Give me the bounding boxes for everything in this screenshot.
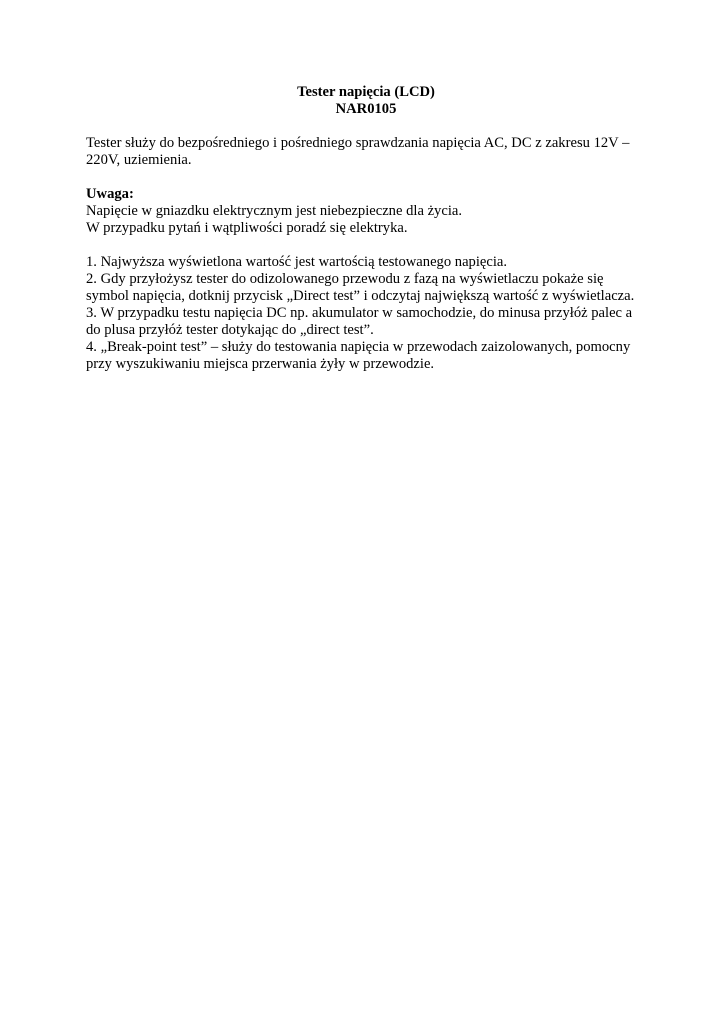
spacer [86, 169, 646, 186]
instructions-list [86, 254, 646, 373]
title-block [86, 84, 646, 118]
intro-paragraph [86, 135, 646, 169]
document-title: Tester napięcia (LCD) [297, 84, 435, 100]
instruction-line: 4. „Break-point test” – służy do testowania napięcia w przewodach zaizolowanych, pomocny [86, 339, 631, 355]
intro-line: Tester służy do bezpośredniego i pośredniego sprawdzania napięcia AC, DC z zakresu 12V – [86, 135, 630, 151]
spacer [86, 237, 646, 254]
instruction-line: 1. Najwyższa wyświetlona wartość jest wartością testowanego napięcia. [86, 254, 508, 270]
document-content [86, 84, 646, 373]
instruction-line: 3. W przypadku testu napięcia DC np. akumulator w samochodzie, do minusa przyłóż palec a [86, 305, 633, 321]
warning-line: W przypadku pytań i wątpliwości poradź się elektryka. [86, 220, 408, 236]
instruction-line: symbol napięcia, dotknij przycisk „Direct test” i odczytaj największą wartość z wyświetlacza. [86, 288, 635, 304]
warning-heading: Uwaga: [86, 186, 134, 202]
intro-line: 220V, uziemienia. [86, 152, 192, 168]
product-code: NAR0105 [335, 101, 397, 117]
warning-line: Napięcie w gniazdku elektrycznym jest niebezpieczne dla życia. [86, 203, 463, 219]
instruction-line: 2. Gdy przyłożysz tester do odizolowanego przewodu z fazą na wyświetlaczu pokaże się [86, 271, 604, 287]
instruction-line: do plusa przyłóż tester dotykając do „direct test”. [86, 322, 374, 338]
instruction-line: przy wyszukiwaniu miejsca przerwania żyły w przewodzie. [86, 356, 435, 372]
spacer [86, 118, 646, 135]
warning-section [86, 186, 646, 237]
